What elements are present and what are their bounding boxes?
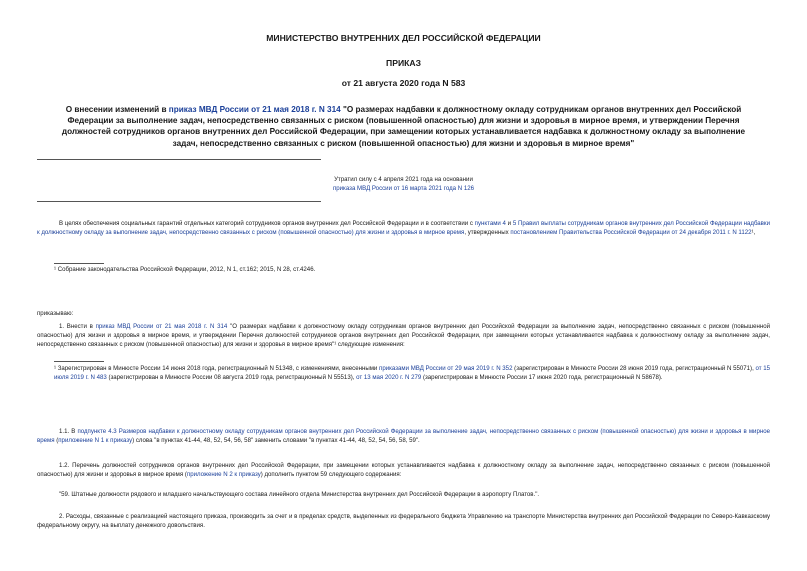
title-rest: "О размерах надбавки к должностному окладу сотрудникам органов внутренних дел Российской Федерации за выполнение задач, непосредственно связанных с риском (повышенной опасностью) для жизни и здоровья в мирное время, и утверждении Перечня должностей сотрудников органов внутренних дел Российской Федерации, при замещении которых устанавливается надбавка к должностному окладу за выполнение задач, непосредственно связанных с риском (повышенной опасностью) для жизни и здоровья в мирное время" — [61, 105, 746, 148]
item-1-2-link-appendix-2[interactable]: приложение N 2 к приказу — [186, 471, 261, 478]
title-order-link[interactable]: приказ МВД России от 21 мая 2018 г. N 314 — [168, 105, 341, 114]
divider-bottom — [37, 201, 321, 202]
item-1-1-paragraph — [37, 427, 770, 445]
document-date-number: от 21 августа 2020 года N 583 — [341, 78, 466, 88]
orders-label: приказываю: — [37, 310, 74, 317]
status-repeal-link[interactable]: приказа МВД России от 16 марта 2021 года N 126 — [332, 185, 475, 192]
item-1-1-link-subpoint[interactable]: подпункте 4.3 Размеров надбавки к должностному окладу сотрудникам органов внутренних дел Российской Федерации за выполнение задач, непосредственно связанных с риском (повышенной опасностью) для жизни и здоровья в мирное время — [37, 428, 770, 444]
item-1-1-link-appendix-1[interactable]: приложение N 1 к приказу — [58, 437, 133, 444]
item-1-2-text-1: 1.2. Перечень должностей сотрудников органов внутренних дел Российской Федерации, при замещении которых устанавливается надбавка к должностному окладу за выполнение задач, непосредственно связанных с риском (повышенной опасностью) для жизни и здоровья в мирное время ( — [37, 462, 770, 478]
document-type: ПРИКАЗ — [386, 58, 421, 68]
document-title — [50, 104, 757, 149]
item-1-1-text-2: ( — [54, 437, 59, 444]
item-1-text-2: "О размерах надбавки к должностному окладу сотрудникам органов внутренних дел Российской Федерации за выполнение задач, непосредственно связанных с риском (повышенной опасностью) для жизни и здоровья в мирное время, и утверждении Перечня должностей сотрудников органов внутренних дел Российской Федерации, при замещении которых устанавливается надбавка к должностному окладу за выполнение задач, непосредственно связанных с риском (повышенной опасностью) для жизни и здоровья в мирное время"¹ следующие изменения: — [37, 323, 771, 348]
footnote-2-link-352[interactable]: приказами МВД России от 29 мая 2019 г. N 352 — [379, 365, 513, 372]
preamble-text-3: , утвержденных — [464, 229, 511, 236]
footnote-2-link-483[interactable]: от 15 июля 2019 г. N 483 — [54, 365, 771, 381]
footnote-1: ¹ Собрание законодательства Российской Федерации, 2012, N 1, ст.162; 2015, N 28, ст.4246. — [54, 266, 316, 273]
item-1-paragraph — [37, 322, 770, 349]
preamble-text-1: В целях обеспечения социальных гарантий отдельных категорий сотрудников органов внутренних дел Российской Федерации и в соответствии с — [59, 220, 475, 227]
title-prefix: О внесении изменений в — [65, 105, 169, 114]
item-1-order-link[interactable]: приказ МВД России от 21 мая 2018 г. N 314 — [95, 323, 228, 330]
item-2-paragraph: 2. Расходы, связанные с реализацией настоящего приказа, производить за счет и в пределах средств, выделенных из федерального бюджета Управлению на транспорте Министерства внутренних дел Российской Федерации по Северо-Кавказскому федеральному округу, на выплату денежного довольствия. — [37, 513, 770, 529]
footnote-2 — [54, 364, 770, 382]
item-1-1-text-3: ) слова "в пунктах 41-44, 48, 52, 54, 56, 58" заменить словами "в пунктах 41-44, 48, 52, 54, 56, 58, 59". — [132, 437, 420, 444]
item-1-text-1: 1. Внести в — [59, 323, 96, 330]
divider-top — [37, 159, 321, 160]
footnote-2-text-1: ¹ Зарегистрирован в Минюсте России 14 июня 2018 года, регистрационный N 51348, с изменениями, внесенными — [54, 365, 380, 372]
item-59-paragraph: "59. Штатные должности рядового и младшего начальствующего состава линейного отдела Министерства внутренних дел Российской Федерации в аэропорту Платов.". — [59, 491, 540, 498]
preamble-link-points[interactable]: пунктами 4 — [474, 220, 506, 227]
footnote-2-text-3: (зарегистрирован в Минюсте России 08 августа 2019 года, регистрационный N 55513), — [106, 374, 357, 381]
status-line: Утратил силу с 4 апреля 2021 года на основании — [334, 176, 473, 183]
preamble-text-4: ¹, — [751, 229, 756, 236]
footnote-2-text-4: (зарегистрирован в Минюсте России 17 июня 2020 года, регистрационный N 58678). — [421, 374, 663, 381]
preamble-paragraph — [37, 219, 770, 237]
item-1-2-text-2: ) дополнить пунктом 59 следующего содержания: — [260, 471, 402, 478]
status-note — [0, 175, 807, 193]
preamble-link-rules[interactable]: 5 Правил выплаты сотрудникам органов внутренних дел Российской Федерации надбавки к должностному окладу за выполнение задач, непосредственно связанных с риском (повышенной опасностью) для жизни и здоровья в мирное время — [37, 220, 770, 236]
ministry-name: МИНИСТЕРСТВО ВНУТРЕННИХ ДЕЛ РОССИЙСКОЙ ФЕДЕРАЦИИ — [266, 33, 541, 43]
item-1-1-text-1: 1.1. В — [59, 428, 78, 435]
footnote-2-text-2: (зарегистрирован в Минюсте России 28 июня 2019 года, регистрационный N 55071), — [512, 365, 756, 372]
footnote-rule-2 — [54, 361, 104, 362]
footnote-2-link-279[interactable]: от 13 мая 2020 г. N 279 — [356, 374, 422, 381]
item-1-2-paragraph — [37, 461, 770, 479]
footnote-rule-1 — [54, 263, 104, 264]
preamble-text-2: и — [505, 220, 513, 227]
preamble-link-decree[interactable]: постановлением Правительства Российской Федерации от 24 декабря 2011 г. N 1122 — [510, 229, 752, 236]
